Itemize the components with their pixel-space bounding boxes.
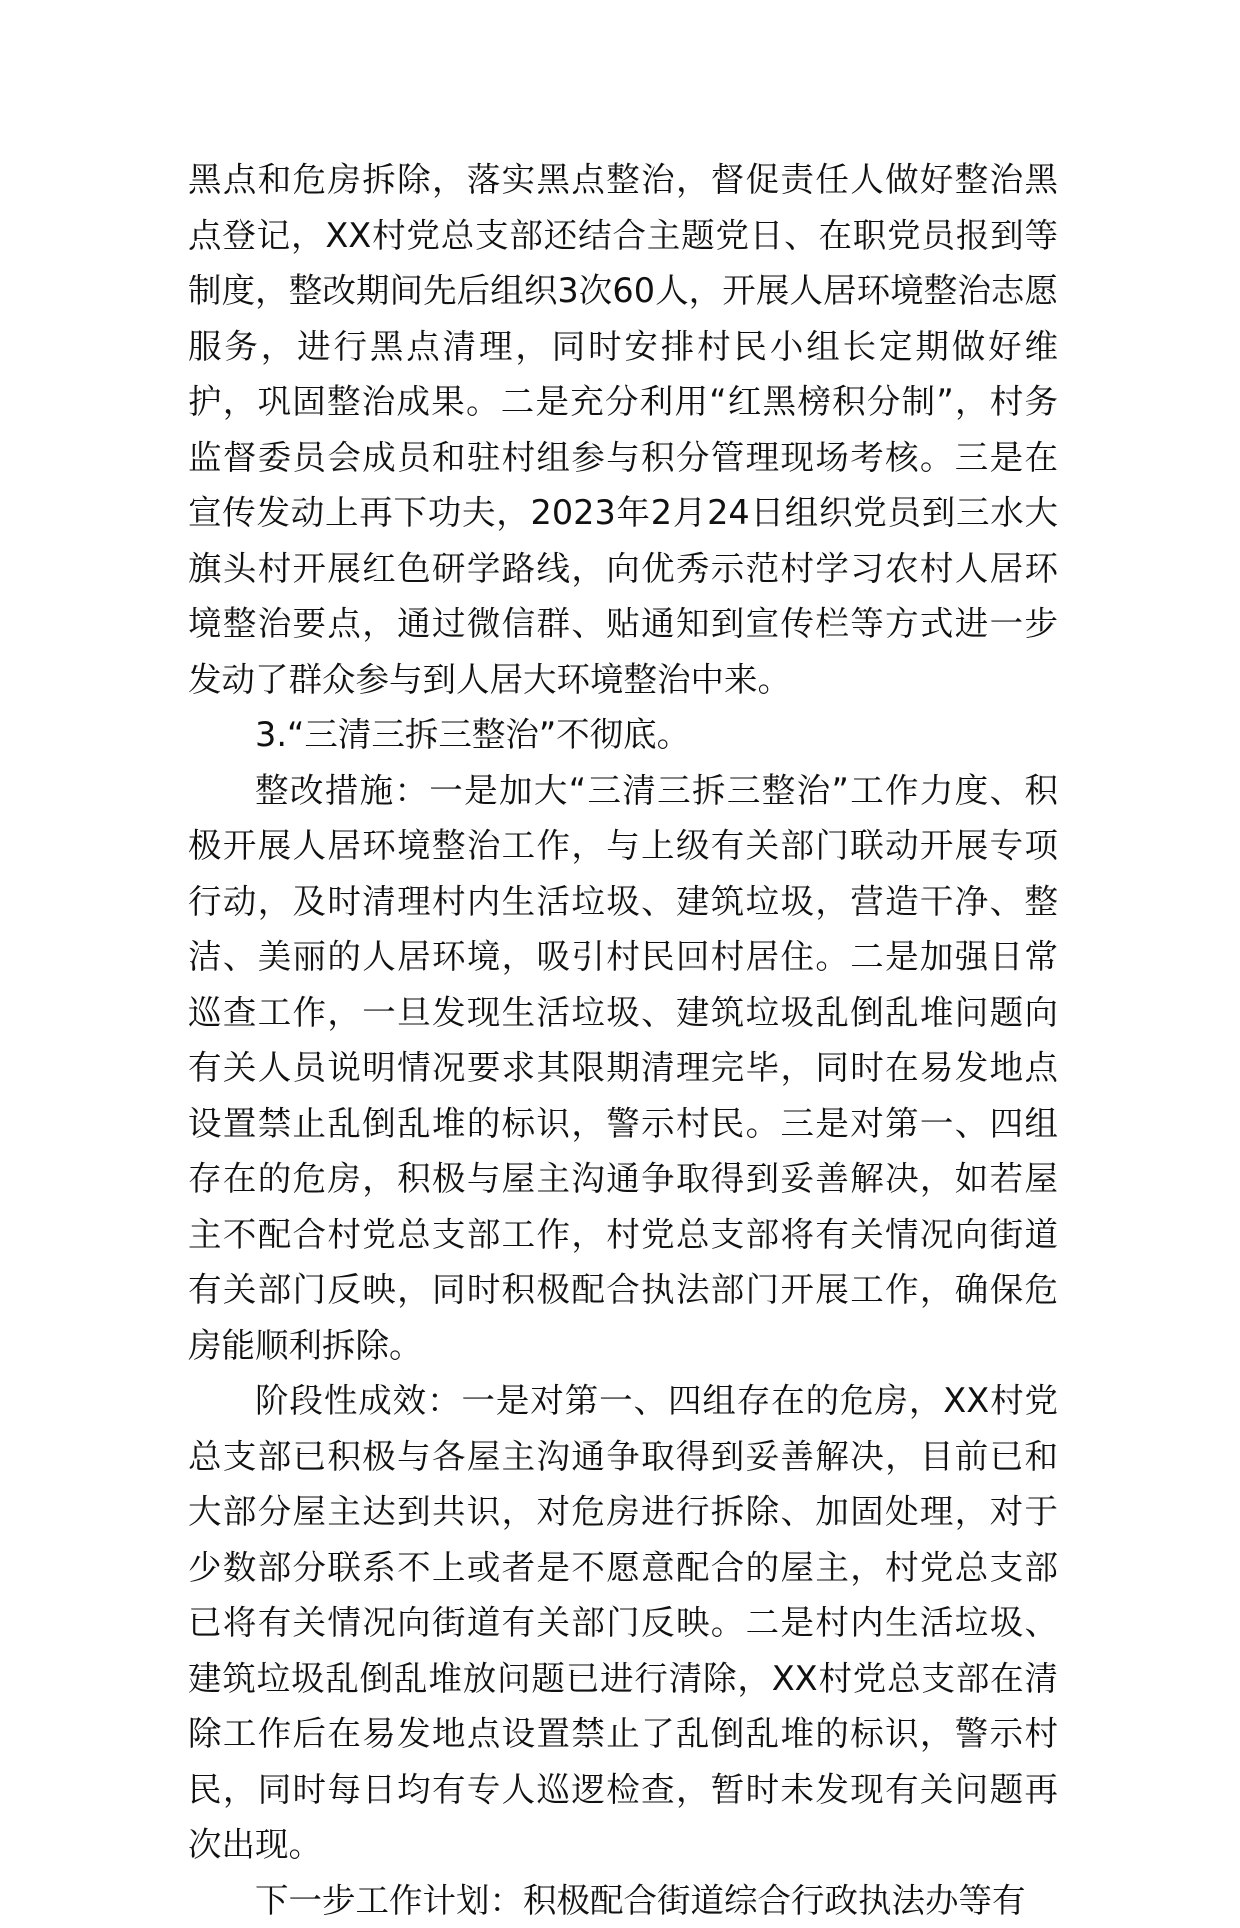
- paragraph-rectification-measures: 整改措施：一是加大“三清三拆三整治”工作力度、积极开展人居环境整治工作，与上级有关部门联动开展专项行动，及时清理村内生活垃圾、建筑垃圾，营造干净、整洁、美丽的人居环境，吸引村民回村居住。二是加强日常巡查工作，一旦发现生活垃圾、建筑垃圾乱倒乱堆问题向有关人员说明情况要求其限期清理完毕，同时在易发地点设置禁止乱倒乱堆的标识，警示村民。三是对第一、四组存在的危房，积极与屋主沟通争取得到妥善解决，如若屋主不配合村党总支部工作，村党总支部将有关情况向街道有关部门反映，同时积极配合执法部门开展工作，确保危房能顺利拆除。: [188, 763, 1058, 1374]
- document-body: [188, 152, 1058, 1928]
- paragraph-next-plan: 下一步工作计划：积极配合街道综合行政执法办等有: [188, 1873, 1058, 1928]
- section-heading-3: 3.“三清三拆三整治”不彻底。: [188, 707, 1058, 763]
- paragraph-continuation: 黑点和危房拆除，落实黑点整治，督促责任人做好整治黑点登记，XX村党总支部还结合主题党日、在职党员报到等制度，整改期间先后组织3次60人，开展人居环境整治志愿服务，进行黑点清理，同时安排村民小组长定期做好维护，巩固整治成果。二是充分利用“红黑榜积分制”，村务监督委员会成员和驻村组参与积分管理现场考核。三是在宣传发动上再下功夫，2023年2月24日组织党员到三水大旗头村开展红色研学路线，向优秀示范村学习农村人居环境整治要点，通过微信群、贴通知到宣传栏等方式进一步发动了群众参与到人居大环境整治中来。: [188, 152, 1058, 707]
- paragraph-stage-results: 阶段性成效：一是对第一、四组存在的危房，XX村党总支部已积极与各屋主沟通争取得到妥善解决，目前已和大部分屋主达到共识，对危房进行拆除、加固处理，对于少数部分联系不上或者是不愿意配合的屋主，村党总支部已将有关情况向街道有关部门反映。二是村内生活垃圾、建筑垃圾乱倒乱堆放问题已进行清除，XX村党总支部在清除工作后在易发地点设置禁止了乱倒乱堆的标识，警示村民，同时每日均有专人巡逻检查，暂时未发现有关问题再次出现。: [188, 1373, 1058, 1873]
